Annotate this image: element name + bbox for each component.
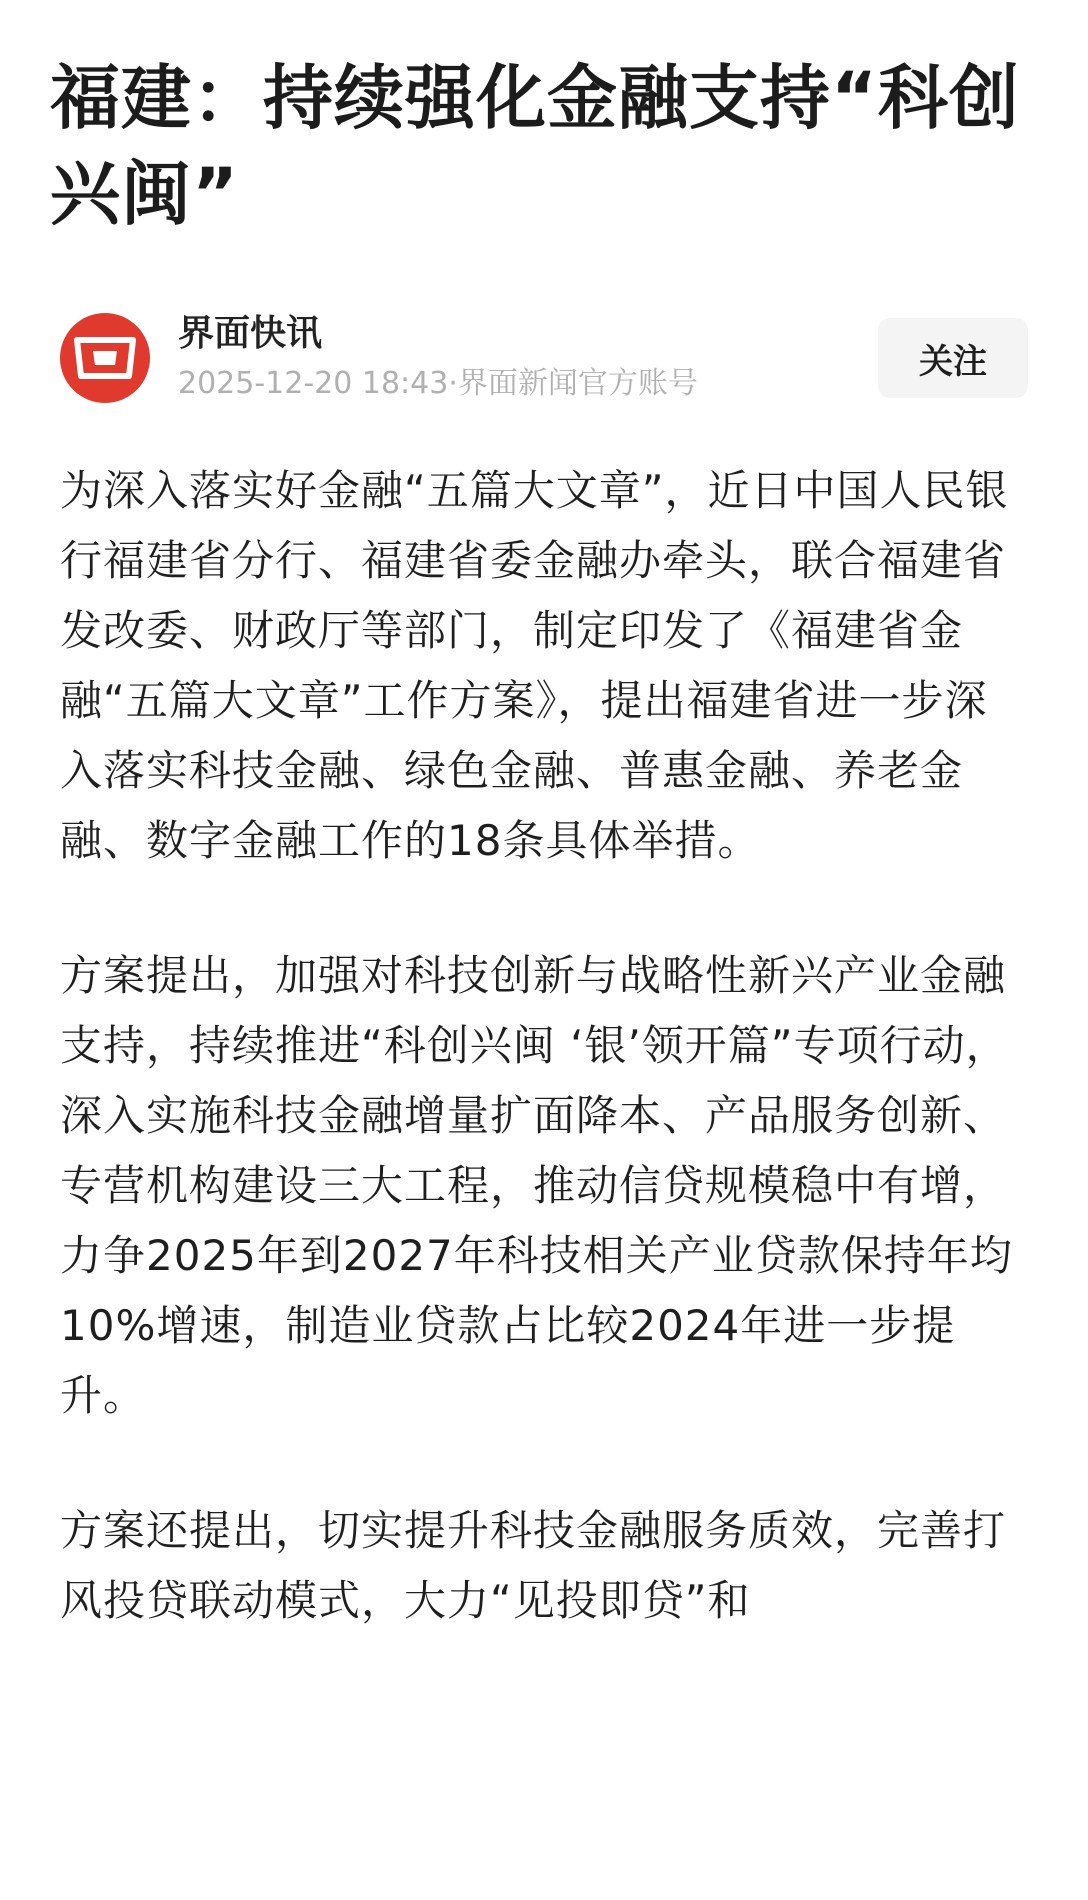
author-subline xyxy=(178,362,698,406)
article-title: 福建：持续强化金融支持“科创兴闽” xyxy=(50,57,1021,235)
article-paragraph: 方案提出，加强对科技创新与战略性新兴产业金融支持，持续推进“科创兴闽 ‘银’领开篇”专项行动，深入实施科技金融增量扩面降本、产品服务创新、专营机构建设三大工程，推动信贷规模稳中有增，力争2025年到2027年科技相关产业贷款保持年均10%增速，制造业贷款占比较2024年进一步提升。 xyxy=(60,951,1013,1420)
author-meta xyxy=(178,310,698,406)
author-bar xyxy=(50,308,1028,408)
article-paragraph: 方案还提出，切实提升科技金融服务质效，完善打风投贷联动模式，大力“见投即贷”和 xyxy=(60,1506,1007,1625)
article-body xyxy=(50,456,1028,1636)
account-label: 界面新闻官方账号 xyxy=(457,366,698,401)
follow-button[interactable]: 关注 xyxy=(878,318,1028,398)
author-name[interactable]: 界面快讯 xyxy=(178,313,323,354)
publish-datetime: 2025-12-20 18:43 xyxy=(178,366,449,401)
jiemian-logo-icon xyxy=(73,336,137,380)
author-avatar[interactable] xyxy=(60,313,150,403)
article-paragraph: 为深入落实好金融“五篇大文章”，近日中国人民银行福建省分行、福建省委金融办牵头，联合福建省发改委、财政厅等部门，制定印发了《福建省金融“五篇大文章”工作方案》，提出福建省进一步深入落实科技金融、绿色金融、普惠金融、养老金融、数字金融工作的18条具体举措。 xyxy=(60,466,1009,865)
meta-separator: · xyxy=(448,366,458,401)
